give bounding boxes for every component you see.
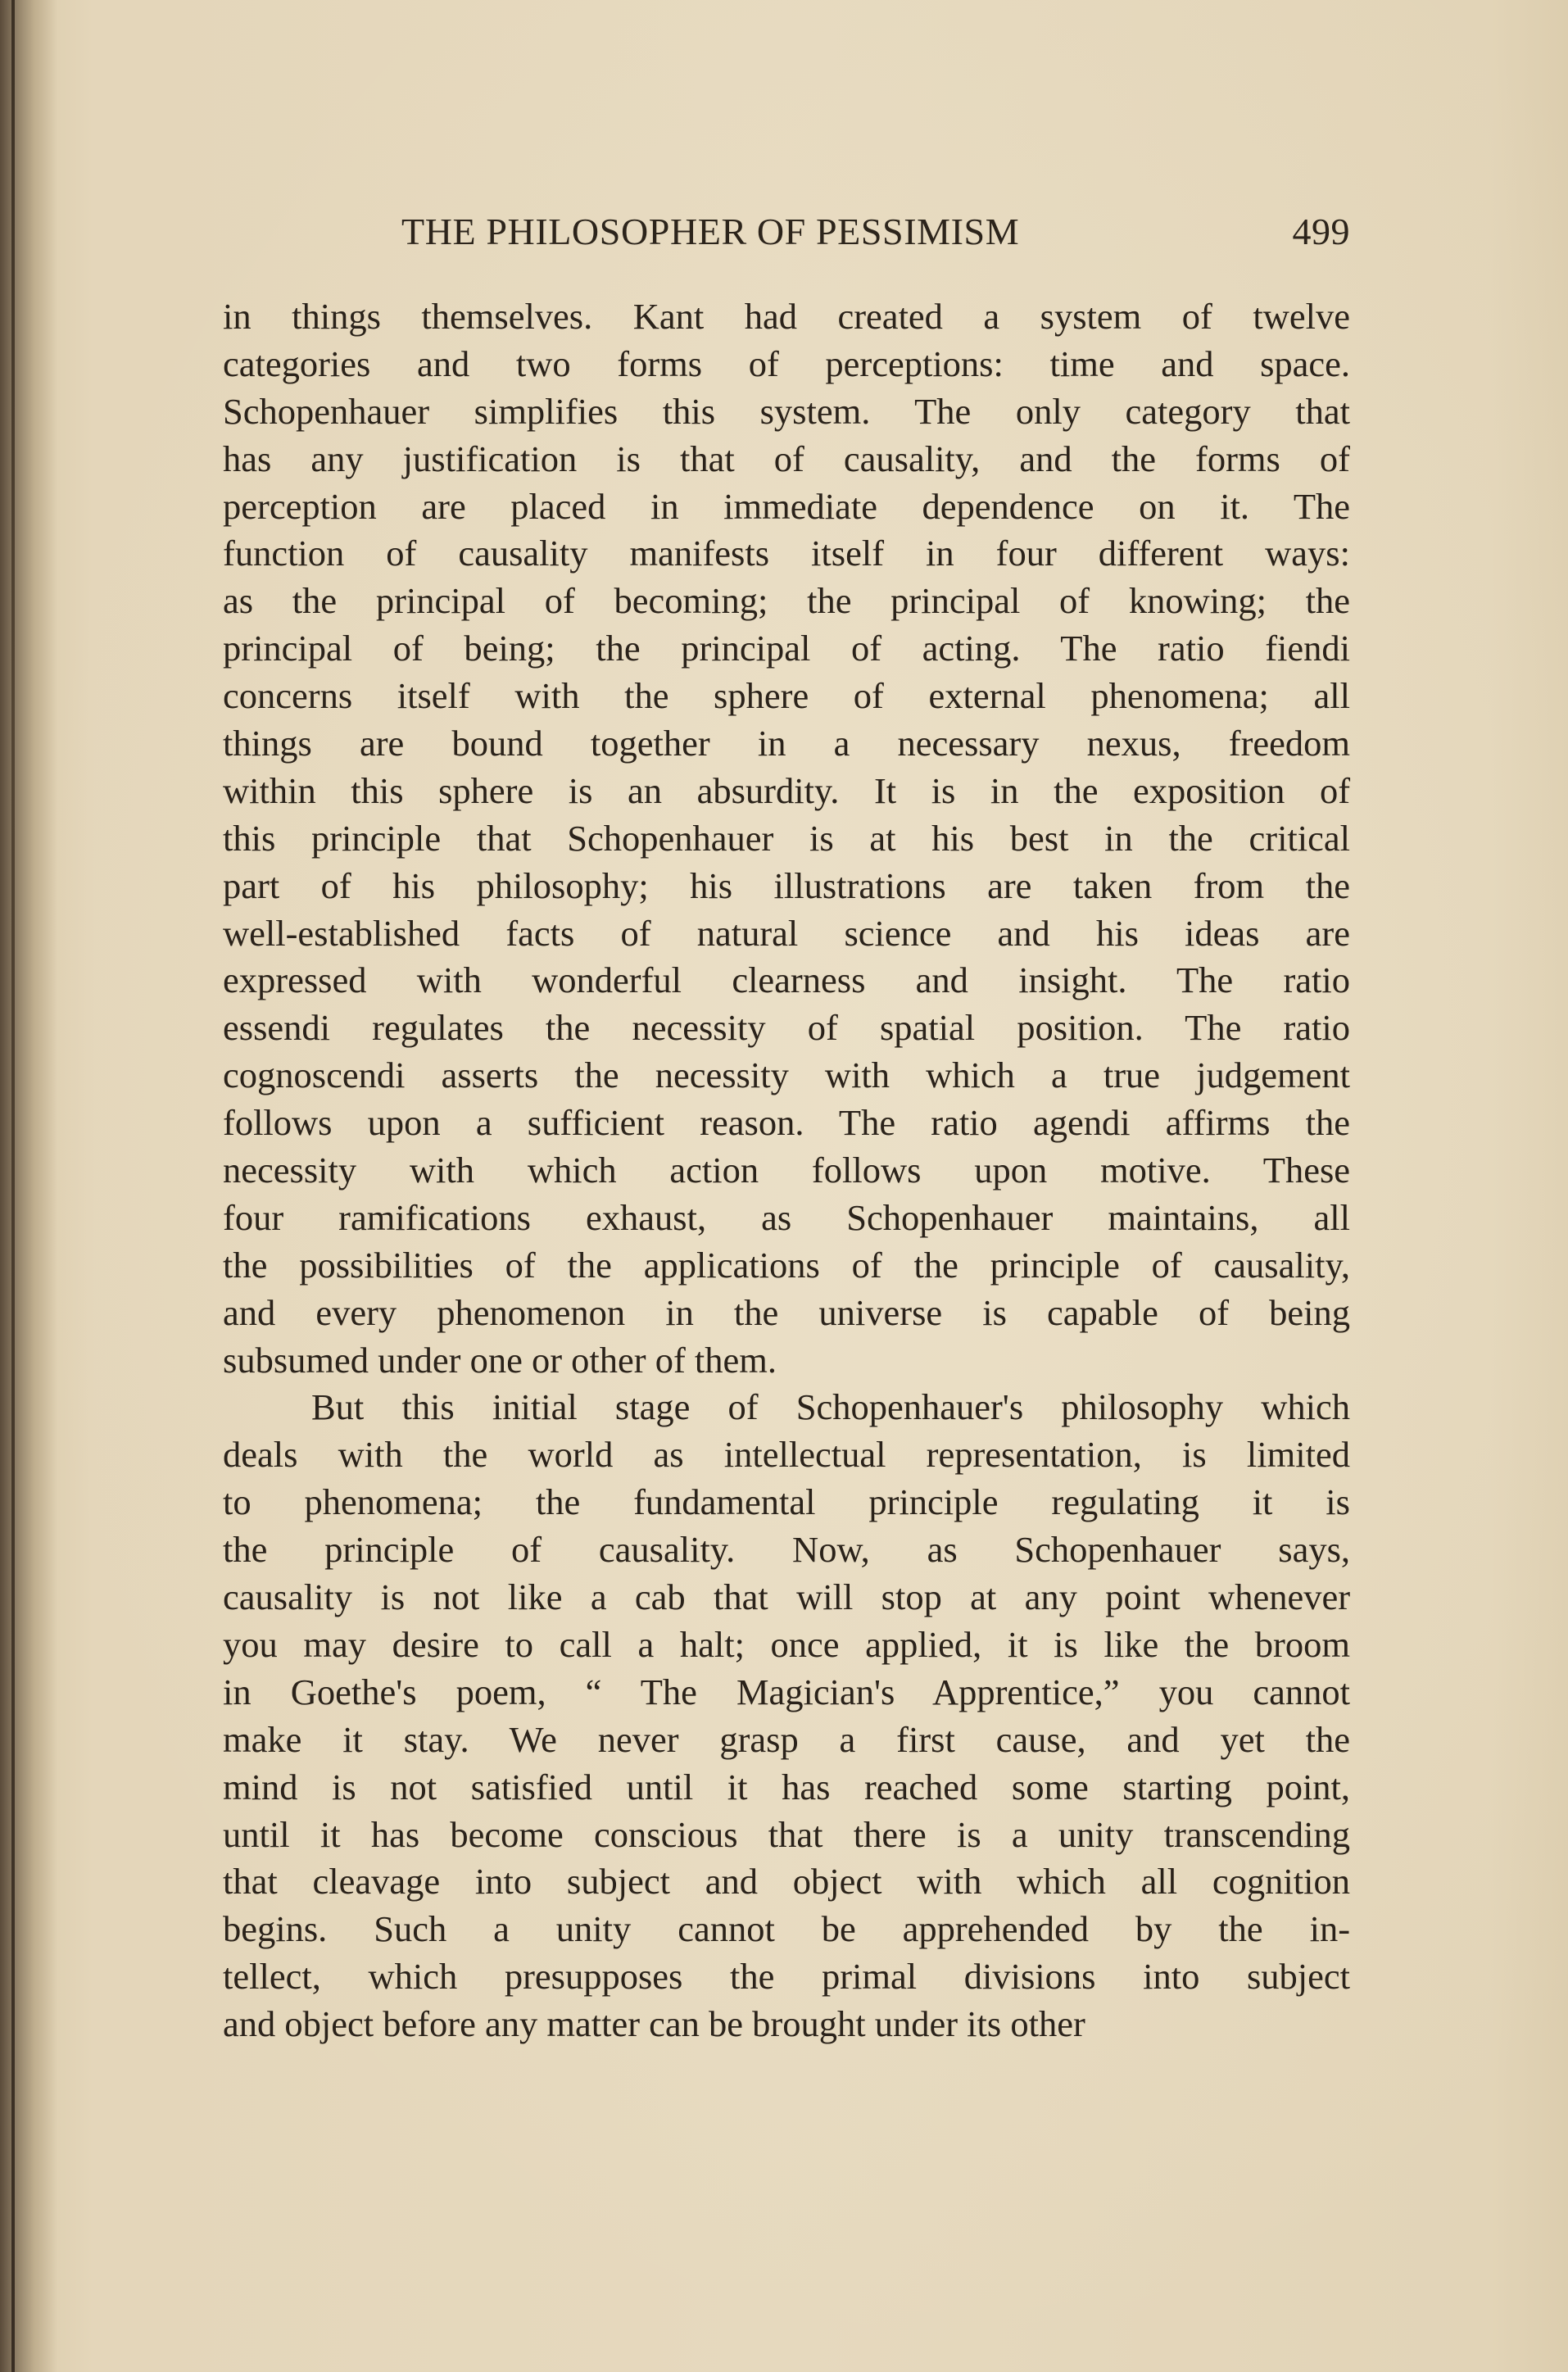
text-line: part of his philosophy; his illustrations are taken from the — [223, 864, 1350, 906]
text-line: cognoscendi asserts the necessity with which a true judgement — [223, 1054, 1350, 1096]
text-line: and object before any matter can be brought under its other — [223, 2003, 1085, 2045]
text-line: principal of being; the principal of acting. The ratio fiendi — [223, 628, 1350, 669]
text-line: subsumed under one or other of them. — [223, 1339, 777, 1381]
text-line: in Goethe's poem, “ The Magician's Apprentice,” you cannot — [223, 1671, 1351, 1712]
text-line: the possibilities of the applications of the principle of causality, — [223, 1244, 1350, 1286]
text-line: in things themselves. Kant had created a system of twelve — [223, 296, 1350, 337]
text-line: function of causality manifests itself in four different ways: — [223, 533, 1350, 574]
text-line: this principle that Schopenhauer is at his best in the critical — [223, 817, 1351, 859]
text-line: deals with the world as intellectual representation, is limited — [223, 1434, 1350, 1476]
text-line: follows upon a sufficient reason. The ratio agendi affirms the — [223, 1102, 1351, 1144]
text-line: tellect, which presupposes the primal divisions into subject — [223, 1956, 1351, 1998]
binding-shadow-line — [11, 0, 15, 2372]
text-line: things are bound together in a necessary nexus, freedom — [223, 723, 1351, 764]
running-head — [223, 210, 1350, 259]
text-line: make it stay. We never grasp a first cause, and yet the — [223, 1718, 1351, 1760]
binding-gutter — [0, 0, 57, 2372]
text-line: perception are placed in immediate dependence on it. The — [223, 485, 1351, 527]
text-line: four ramifications exhaust, as Schopenhauer maintains, all — [223, 1196, 1351, 1238]
text-line: causality is not like a cab that will stop at any point whenever — [223, 1576, 1351, 1618]
text-line: concerns itself with the sphere of external phenomena; all — [223, 675, 1350, 717]
body-text — [223, 293, 1350, 2048]
text-line: has any justification is that of causality, and the forms of — [223, 438, 1350, 479]
text-line: necessity with which action follows upon motive. These — [223, 1150, 1351, 1191]
text-line: well-established facts of natural science and his ideas are — [223, 912, 1350, 954]
running-title: THE PHILOSOPHER OF PESSIMISM — [401, 211, 1020, 252]
text-line: within this sphere is an absurdity. It is in the exposition of — [223, 769, 1351, 811]
text-line: as the principal of becoming; the principal of knowing; the — [223, 580, 1351, 622]
text-line: Schopenhauer simplifies this system. The only category that — [223, 390, 1350, 432]
text-line: you may desire to call a halt; once applied, it is like the broom — [223, 1623, 1350, 1665]
text-line: that cleavage into subject and object with which all cognition — [223, 1861, 1351, 1903]
text-line: mind is not satisfied until it has reached some starting point, — [223, 1766, 1351, 1807]
text-line: the principle of causality. Now, as Schopenhauer says, — [223, 1529, 1351, 1571]
text-line: begins. Such a unity cannot be apprehended by the in- — [223, 1908, 1351, 1950]
text-line: expressed with wonderful clearness and insight. The ratio — [223, 959, 1350, 1001]
text-line: essendi regulates the necessity of spatial position. The ratio — [223, 1007, 1351, 1049]
text-line: until it has become conscious that there is a unity transcending — [223, 1813, 1350, 1855]
paragraph-start-line: But this initial stage of Schopenhauer's philosophy which — [311, 1386, 1351, 1428]
text-line: categories and two forms of perceptions: time and space. — [223, 342, 1351, 384]
text-line: to phenomena; the fundamental principle regulating it is — [223, 1481, 1350, 1523]
page-number: 499 — [1292, 211, 1350, 252]
text-line: and every phenomenon in the universe is capable of being — [223, 1291, 1351, 1333]
